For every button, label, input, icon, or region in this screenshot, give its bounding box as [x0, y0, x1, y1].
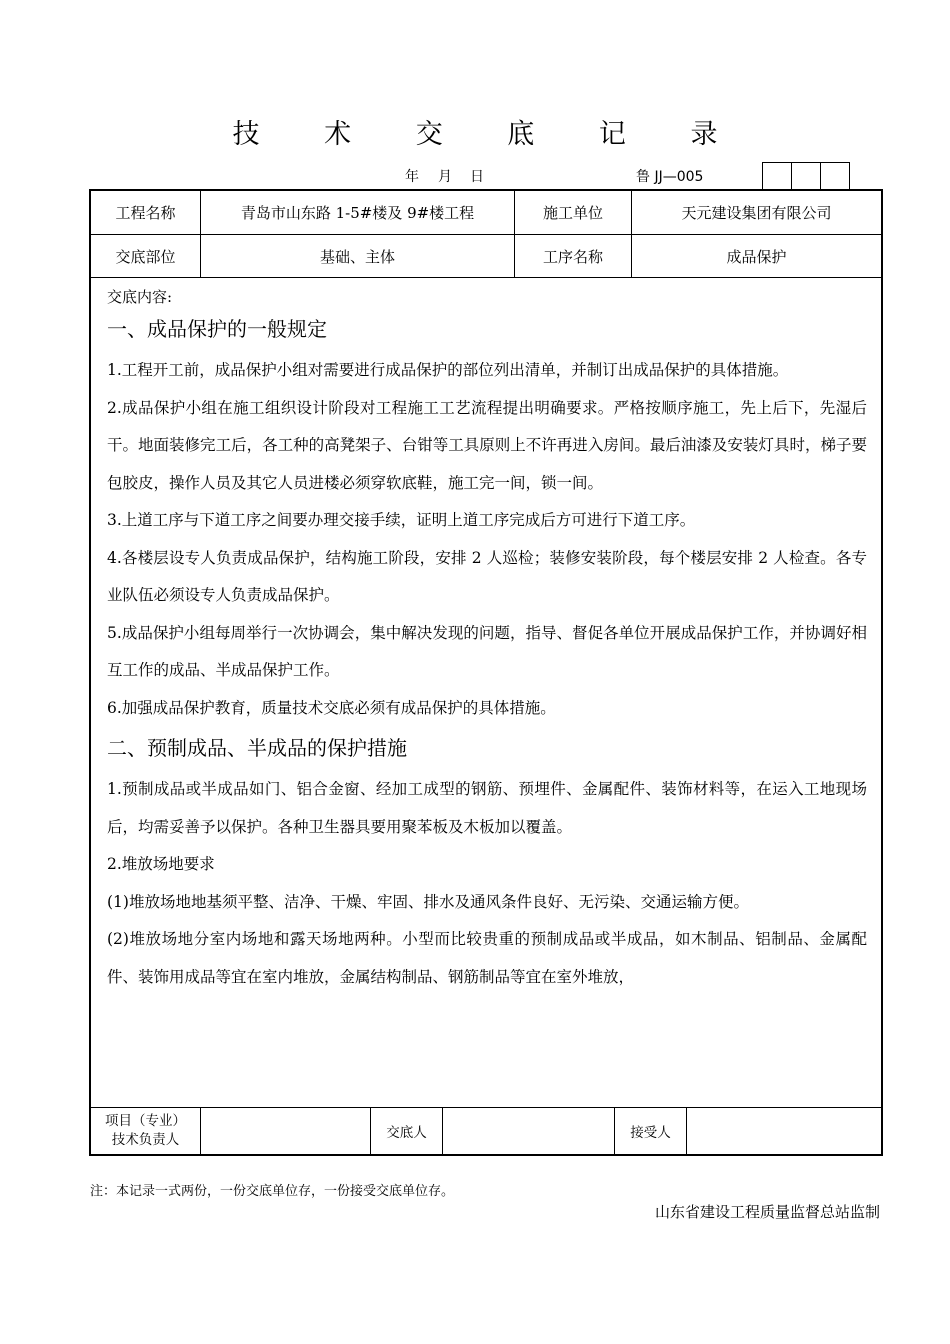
section-1-title: 一、成品保护的一般规定	[107, 317, 327, 341]
disclosure-form	[89, 189, 883, 1156]
code-box	[792, 163, 821, 190]
section-1-item-4: 4.各楼层设专人负责成品保护，结构施工阶段，安排 2 人巡检；装修安装阶段，每个楼层安排 2 人检查。各专业队伍必须设专人负责成品保护。	[107, 548, 867, 604]
section-2-item-3: (1)堆放场地地基须平整、洁净、干燥、牢固、排水及通风条件良好、无污染、交通运输方便。	[107, 892, 749, 911]
supervisor-label: 山东省建设工程质量监督总站监制	[654, 1203, 880, 1221]
process-value: 成品保护	[726, 247, 787, 266]
section-1-item-5: 5.成品保护小组每周举行一次协调会，集中解决发现的问题，指导、督促各单位开展成品保护工作，并协调好相互工作的成品、半成品保护工作。	[107, 623, 867, 679]
construction-unit-value: 天元建设集团有限公司	[681, 204, 832, 222]
date-day-label: 日	[470, 169, 484, 185]
code-box	[763, 163, 792, 190]
tech-lead-label	[91, 1108, 201, 1154]
part-value: 基础、主体	[201, 235, 515, 277]
section-2-item-1: 1.预制成品或半成品如门、铝合金窗、经加工成型的钢筋、预埋件、金属配件、装饰材料等，在运入工地现场后，均需妥善予以保护。各种卫生器具要用聚苯板及木板加以覆盖。	[107, 780, 867, 836]
code-boxes	[762, 162, 850, 190]
receiver-signature-field[interactable]	[687, 1108, 881, 1154]
tech-lead-label-line-1: 项目（专业）	[105, 1113, 186, 1129]
form-code: 鲁 JJ—005	[636, 169, 704, 185]
section-2-item-2: 2.堆放场地要求	[107, 855, 215, 873]
discloser-signature-field[interactable]	[443, 1108, 615, 1154]
discloser-label: 交底人	[371, 1108, 443, 1154]
project-name-label: 工程名称	[91, 191, 201, 234]
section-2-item-4: (2)堆放场地分室内场地和露天场地两种。小型而比较贵重的预制成品或半成品，如木制品、铝制品、金属配件、装饰用成品等宜在室内堆放，金属结构制品、钢筋制品等宜在室外堆放，	[107, 930, 867, 986]
header-row-part	[91, 235, 881, 278]
date-year-label: 年	[405, 169, 419, 185]
code-box	[821, 163, 849, 190]
receiver-label: 接受人	[615, 1108, 687, 1154]
signature-row	[91, 1108, 881, 1154]
part-label: 交底部位	[91, 235, 201, 277]
process-label: 工序名称	[515, 235, 632, 277]
project-name-value: 青岛市山东路 1-5#楼及 9#楼工程	[201, 191, 515, 234]
construction-unit-label: 施工单位	[515, 191, 632, 234]
section-2-title: 二、预制成品、半成品的保护措施	[107, 736, 407, 760]
disclosure-content	[91, 278, 881, 1108]
header-row-project	[91, 191, 881, 235]
tech-lead-label-line-2: 技术负责人	[111, 1132, 180, 1148]
content-lead: 交底内容:	[107, 288, 173, 306]
section-1-item-6: 6.加强成品保护教育，质量技术交底必须有成品保护的具体措施。	[107, 698, 556, 717]
date-month-label: 月	[438, 169, 452, 185]
section-1-item-2: 2.成品保护小组在施工组织设计阶段对工程施工工艺流程提出明确要求。严格按顺序施工，先上后下，先湿后干。地面装修完工后，各工种的高凳架子、台钳等工具原则上不许再进入房间。最后油漆及安装灯具时，梯子要包胶皮，操作人员及其它人员进楼必须穿软底鞋，施工完一间，锁一间。	[107, 398, 867, 492]
section-1-item-3: 3.上道工序与下道工序之间要办理交接手续，证明上道工序完成后方可进行下道工序。	[107, 511, 696, 529]
section-1-item-1: 1.工程开工前，成品保护小组对需要进行成品保护的部位列出清单，并制订出成品保护的具体措施。	[107, 361, 789, 379]
tech-lead-signature-field[interactable]	[201, 1108, 371, 1154]
footnote: 注：本记录一式两份，一份交底单位存，一份接受交底单位存。	[90, 1184, 455, 1199]
document-title: 技 术 交 底 记 录	[232, 119, 746, 150]
